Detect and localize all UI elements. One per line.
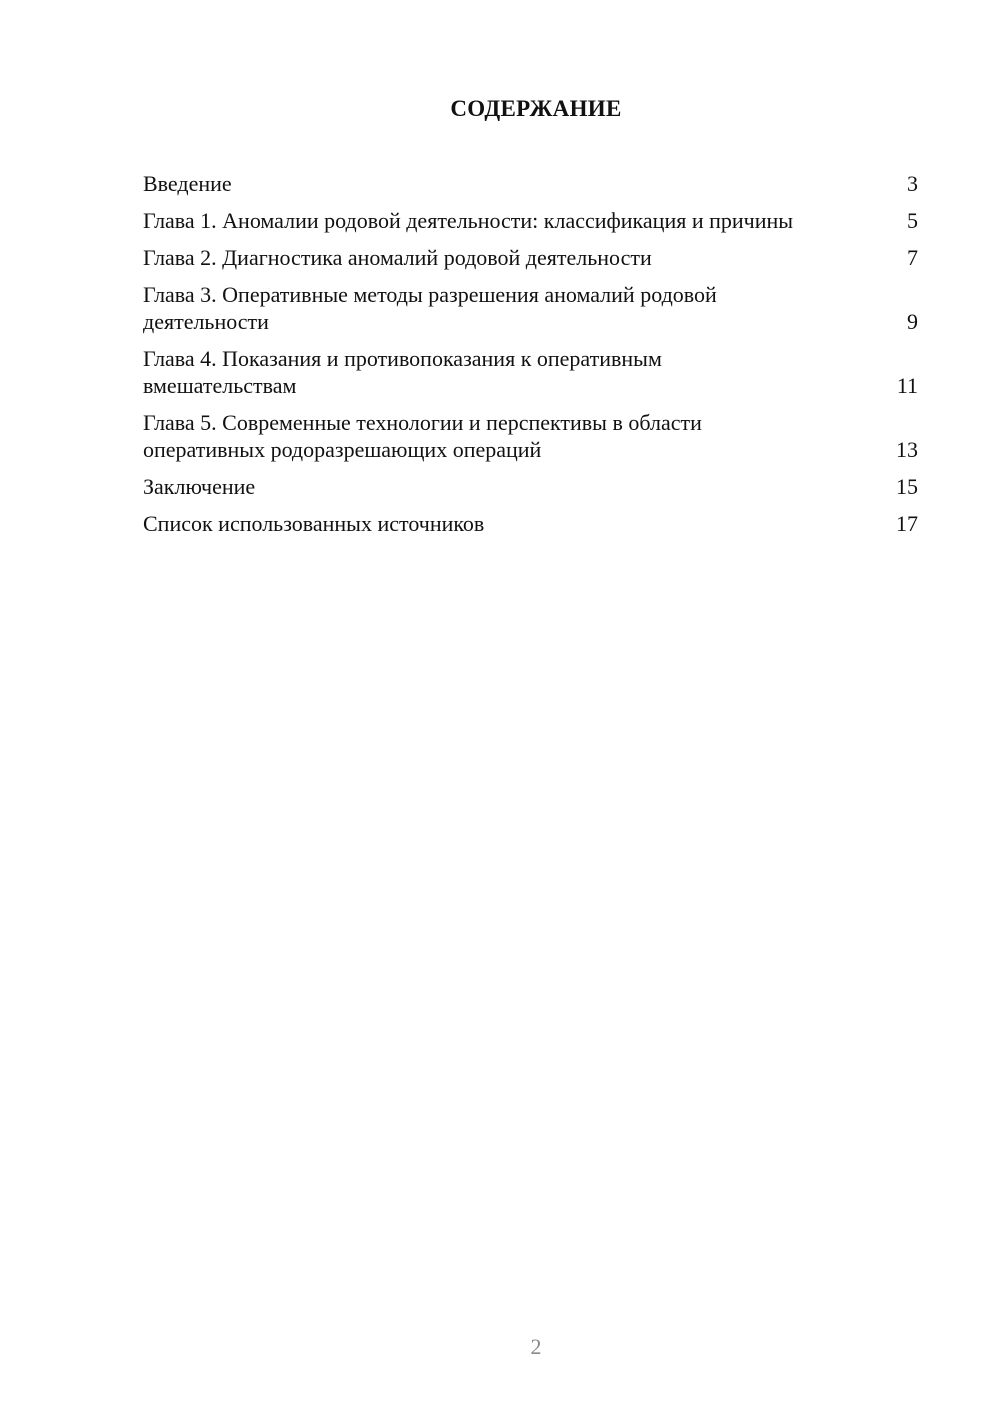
toc-entry-page: 17 — [896, 511, 918, 536]
toc-entry-page: 15 — [896, 474, 918, 499]
toc-entry-page: 3 — [907, 171, 918, 196]
toc-entry-text: Введение — [143, 171, 232, 196]
toc-entry-page: 11 — [896, 373, 918, 398]
toc-list — [143, 170, 918, 547]
toc-entry-text: Глава 3. Оперативные методы разрешения аномалий родовой деятельности — [143, 282, 717, 334]
toc-title: СОДЕРЖАНИЕ — [450, 96, 622, 121]
toc-entry-page: 13 — [896, 437, 918, 462]
toc-entry-chapter-4 — [143, 345, 918, 399]
toc-entry-chapter-1 — [143, 207, 918, 234]
toc-entry-references — [143, 510, 918, 537]
toc-entry-chapter-5 — [143, 409, 918, 463]
toc-entry-text: Глава 1. Аномалии родовой деятельности: классификация и причины — [143, 208, 794, 233]
toc-entry-chapter-3 — [143, 281, 918, 335]
toc-entry-page: 9 — [907, 309, 918, 334]
toc-entry-text: Глава 2. Диагностика аномалий родовой деятельности — [143, 245, 652, 270]
toc-entry-conclusion — [143, 473, 918, 500]
toc-entry-text: Глава 4. Показания и противопоказания к оперативным вмешательствам — [143, 346, 662, 398]
toc-entry-page: 7 — [907, 245, 918, 270]
page-number: 2 — [530, 1334, 542, 1359]
toc-entry-text: Заключение — [143, 474, 256, 499]
toc-entry-introduction — [143, 170, 918, 197]
toc-entry-text: Список использованных источников — [143, 511, 485, 536]
toc-entry-text: Глава 5. Современные технологии и перспективы в области оперативных родоразрешающих операций — [143, 410, 702, 462]
toc-entry-chapter-2 — [143, 244, 918, 271]
toc-entry-page: 5 — [907, 208, 918, 233]
